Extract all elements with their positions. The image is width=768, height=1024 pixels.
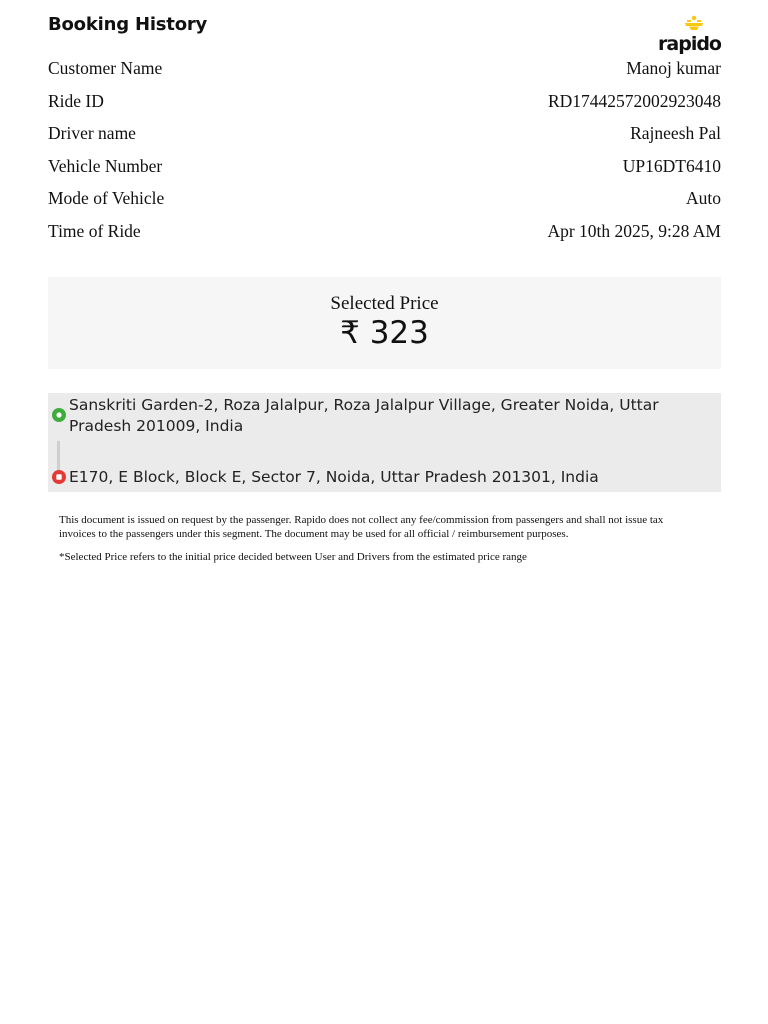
selected-price-label: Selected Price: [330, 293, 439, 314]
detail-row-customer-name: [48, 58, 721, 91]
detail-value: Apr 10th 2025, 9:28 AM: [547, 220, 721, 241]
disclaimer-note: This document is issued on request by the passenger. Rapido does not collect any fee/commission from passengers and shall not issue tax invoices to the passengers under this segment. The document may be used for all official / reimbursement purposes.: [59, 514, 664, 540]
detail-row-mode-of-vehicle: [48, 188, 721, 221]
route-panel: [48, 393, 721, 492]
booking-history-document: [48, 0, 721, 565]
detail-row-vehicle-number: [48, 156, 721, 189]
detail-label: Mode of Vehicle: [48, 188, 165, 208]
detail-row-ride-id: [48, 91, 721, 124]
route-connector-line: [57, 441, 60, 471]
rapido-logo: [659, 14, 721, 54]
selected-price-panel: [48, 277, 721, 369]
ride-details: [48, 58, 721, 253]
detail-label: Vehicle Number: [48, 155, 163, 176]
rapido-logo-text: rapido: [658, 33, 721, 55]
pickup-address: Sanskriti Garden-2, Roza Jalalpur, Roza Jalalpur Village, Greater Noida, Uttar Pradesh 201009, India: [69, 396, 659, 435]
detail-value: UP16DT6410: [622, 155, 721, 176]
detail-row-driver-name: [48, 123, 721, 156]
detail-label: Ride ID: [48, 90, 104, 111]
selected-price-footnote: *Selected Price refers to the initial price decided between User and Drivers from the estimated price range: [59, 551, 527, 563]
detail-label: Driver name: [48, 123, 136, 143]
pickup-location-icon: [51, 407, 67, 423]
document-notes: [48, 514, 721, 565]
document-header: [48, 0, 721, 56]
page-title: Booking History: [48, 14, 208, 35]
drop-address: E170, E Block, Block E, Sector 7, Noida, Uttar Pradesh 201301, India: [69, 468, 599, 486]
detail-value: Manoj kumar: [626, 58, 721, 78]
detail-value: Rajneesh Pal: [630, 123, 721, 143]
detail-row-time-of-ride: [48, 221, 721, 254]
rapido-helmet-logo-icon: [682, 14, 706, 32]
detail-label: Customer Name: [48, 58, 163, 78]
detail-label: Time of Ride: [48, 220, 141, 241]
drop-location-icon: [51, 469, 67, 485]
detail-value: RD17442572002923048: [547, 90, 721, 111]
selected-price-value: ₹ 323: [340, 315, 429, 351]
detail-value: Auto: [686, 188, 721, 208]
